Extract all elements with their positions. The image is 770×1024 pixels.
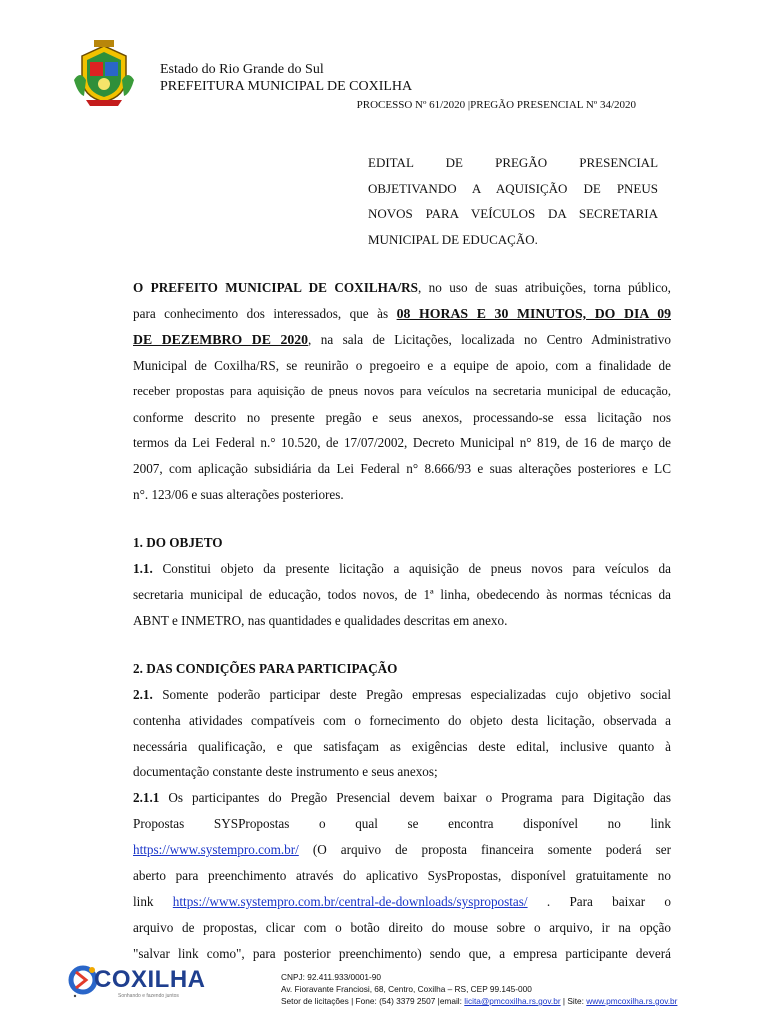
coat-of-arms-icon — [70, 40, 138, 108]
summary-line-1 — [368, 150, 658, 176]
text-line: aberto para preenchimento através do aplicativo SysPropostas, disponível gratuitamente no — [133, 868, 671, 884]
text-fragment: , no uso de suas atribuições, torna público, — [417, 280, 671, 295]
text-line: contenha atividades compatíveis com o fornecimento do objeto desta licitação, observada a — [133, 712, 671, 728]
text-line — [133, 889, 671, 915]
mayor-title: O PREFEITO MUNICIPAL DE COXILHA/RS — [133, 280, 418, 295]
document-body — [133, 275, 671, 967]
text-line — [133, 837, 671, 863]
text-fragment: (O arquivo de proposta financeira somente poderá ser — [298, 842, 671, 858]
text-line — [133, 556, 671, 582]
edital-summary — [368, 150, 658, 252]
text-line: receber propostas para aquisição de pneus novos para veículos na secretaria municipal de educação, — [133, 383, 671, 398]
text-line: "salvar link como", para posterior preenchimento) sendo que, a empresa participante deverá — [133, 945, 671, 961]
session-date: 08 HORAS E 30 MINUTOS, DO DIA 09 — [396, 305, 671, 321]
logo-wordmark: COXILHA — [94, 966, 206, 993]
text-line — [133, 785, 671, 811]
section-objeto — [133, 530, 671, 634]
coxilha-logo — [66, 962, 206, 1002]
preamble-paragraph — [133, 275, 671, 508]
text-line: 2007, com aplicação subsidiária da Lei Federal n° 8.666/93 e suas alterações posteriores e LC — [133, 461, 671, 477]
footer-email-link[interactable]: licita@pmcoxilha.rs.gov.br — [464, 996, 561, 1006]
text-line: ABNT e INMETRO, nas quantidades e qualidades descritas em anexo. — [133, 612, 508, 628]
text-fragment: Os participantes do Pregão Presencial devem baixar o Programa para Digitação das — [159, 790, 671, 806]
summary-word: DE — [445, 155, 463, 170]
logo-tagline: Sonhando e fazendo juntos — [118, 993, 179, 999]
text-line — [133, 327, 671, 353]
text-line: arquivo de propostas, clicar com o botão direito do mouse sobre o arquivo, ir na opção — [133, 919, 671, 935]
text-fragment: Somente poderão participar deste Pregão empresas especializadas cujo objetivo social — [152, 686, 671, 702]
footer-site-link[interactable]: www.pmcoxilha.rs.gov.br — [586, 996, 678, 1006]
spacer — [133, 634, 671, 656]
section-title: 2. DAS CONDIÇÕES PARA PARTICIPAÇÃO — [133, 660, 398, 676]
text-fragment: link — [133, 893, 173, 909]
header-process-number: PROCESSO Nº 61/2020 |PREGÃO PRESENCIAL Nº 34/2020 — [356, 99, 636, 111]
text-line: Municipal de Coxilha/RS, se reunirão o pregoeiro e a equipe de apoio, com a finalidade de — [133, 357, 671, 373]
text-fragment: para conhecimento dos interessados, que às — [133, 305, 389, 321]
text-fragment: . Para baixar o — [527, 893, 671, 909]
footer-cnpj: CNPJ: 92.411.933/0001-90 — [281, 972, 381, 982]
syspropostas-download-link[interactable]: https://www.systempro.com.br/central-de-downloads/syspropostas/ — [172, 893, 528, 909]
item-number: 2.1. — [133, 686, 153, 702]
section-title: 1. DO OBJETO — [133, 535, 223, 551]
text-line: conforme descrito no presente pregão e seus anexos, processando-se essa licitação nos — [133, 409, 671, 425]
header-state-name: Estado do Rio Grande do Sul — [160, 62, 324, 77]
item-number: 1.1. — [133, 561, 153, 577]
summary-word: PRESENCIAL — [579, 155, 659, 170]
text-fragment: Constitui objeto da presente licitação a aquisição de pneus novos para veículos da — [152, 561, 671, 577]
text-line: termos da Lei Federal n.° 10.520, de 17/07/2002, Decreto Municipal n° 819, de 16 de março de — [133, 435, 671, 451]
item-number: 2.1.1 — [133, 790, 160, 806]
summary-word: PREGÃO — [495, 155, 548, 170]
header-prefecture-name: PREFEITURA MUNICIPAL DE COXILHA — [160, 79, 413, 94]
text-line: necessária qualificação, e que satisfaçam as exigências deste edital, inclusive quanto à — [133, 738, 671, 754]
footer-contact-text: Setor de licitações | Fone: (54) 3379 2507 |email: — [281, 996, 465, 1006]
section-condicoes — [133, 656, 671, 967]
spacer — [133, 508, 671, 530]
text-line — [133, 682, 671, 708]
text-line: Propostas SYSPropostas o qual se encontra disponível no link — [133, 816, 671, 832]
summary-word: EDITAL — [368, 155, 414, 170]
summary-line-3: NOVOS PARA VEÍCULOS DA SECRETARIA — [368, 206, 658, 221]
text-line — [133, 301, 671, 327]
systempro-link[interactable]: https://www.systempro.com.br/ — [133, 842, 299, 858]
footer-contact — [281, 996, 677, 1007]
footer-contact-text: | Site: — [560, 996, 587, 1006]
text-line: secretaria municipal de educação, todos novos, de 1ª linha, obedecendo às normas técnicas da — [133, 586, 671, 602]
summary-line-2: OBJETIVANDO A AQUISIÇÃO DE PNEUS — [368, 180, 658, 196]
session-date-cont: DE DEZEMBRO DE 2020 — [133, 331, 309, 347]
text-line: documentação constante deste instrumento e seus anexos; — [133, 764, 438, 780]
text-line: n°. 123/06 e suas alterações posteriores. — [133, 487, 344, 503]
summary-line-4: MUNICIPAL DE EDUCAÇÃO. — [368, 231, 538, 247]
footer-address: Av. Fioravante Franciosi, 68, Centro, Coxilha – RS, CEP 99.145-000 — [281, 984, 532, 994]
text-fragment: , na sala de Licitações, localizada no Centro Administrativo — [308, 331, 671, 347]
text-line — [133, 275, 671, 301]
